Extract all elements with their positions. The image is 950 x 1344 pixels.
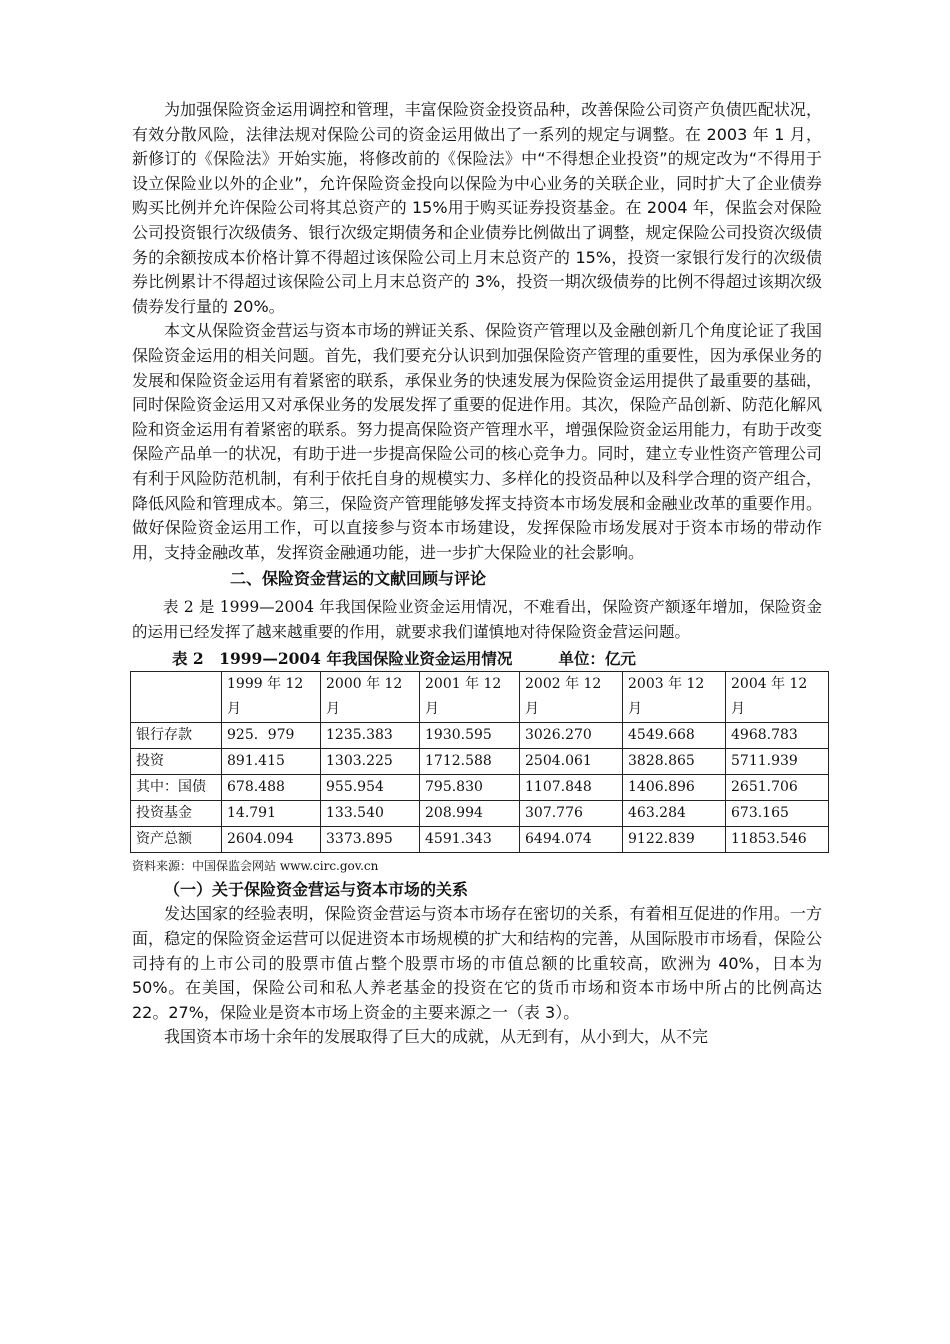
table-row <box>131 827 829 853</box>
paragraph-capital-market: 发达国家的经验表明，保险资金营运与资本市场存在密切的关系，有着相互促进的作用。一方面，稳定的保险资金运营可以促进资本市场规模的扩大和结构的完善，从国际股市市场看，保险公司持有的上市公司的股票市值占整个股票市场的市值总额的比重较高，欧洲为 40%，日本为 50%。在美国，保险公司和私人养老基金的投资在它的货币市场和资本市场中所占的比例高达 22。27%，保险业是资本市场上资金的主要来源之一（表 3）。 <box>132 904 822 1022</box>
section-heading: 二、保险资金营运的文献回顾与评论 <box>230 569 487 589</box>
header-cell: 2004 年 12 月 <box>726 672 829 723</box>
header-cell: 2000 年 12 月 <box>321 672 420 723</box>
table-cell: 1235.383 <box>321 723 420 749</box>
row-label: 其中：国债 <box>131 775 222 801</box>
table-cell: 11853.546 <box>726 827 829 853</box>
header-cell: 2002 年 12 月 <box>520 672 623 723</box>
table-cell: 3373.895 <box>321 827 420 853</box>
table-cell: 673.165 <box>726 801 829 827</box>
table-cell: 2604.094 <box>222 827 321 853</box>
row-label: 银行存款 <box>131 723 222 749</box>
row-label: 投资基金 <box>131 801 222 827</box>
table-cell: 925．979 <box>222 723 321 749</box>
table-cell: 795.830 <box>420 775 520 801</box>
table-cell: 3026.270 <box>520 723 623 749</box>
table-cell: 1107.848 <box>520 775 623 801</box>
table-cell: 1930.595 <box>420 723 520 749</box>
table-cell: 1712.588 <box>420 749 520 775</box>
table-row <box>131 801 829 827</box>
table-row <box>131 775 829 801</box>
table-unit: 单位：亿元 <box>558 649 636 669</box>
table-caption <box>132 648 822 670</box>
page-content <box>132 98 822 1050</box>
table-cell: 1406.896 <box>623 775 726 801</box>
table-cell: 678.488 <box>222 775 321 801</box>
table-cell: 3828.865 <box>623 749 726 775</box>
header-cell <box>131 672 222 723</box>
table-row <box>131 749 829 775</box>
table-cell: 955.954 <box>321 775 420 801</box>
row-label: 投资 <box>131 749 222 775</box>
table-title: 表 2 1999—2004 年我国保险业资金运用情况 <box>172 649 513 669</box>
subsection-heading: （一）关于保险资金营运与资本市场的关系 <box>164 880 469 900</box>
table-cell: 891.415 <box>222 749 321 775</box>
paragraph-overview: 本文从保险资金营运与资本市场的辨证关系、保险资产管理以及金融创新几个角度论证了我国保险资金运用的相关问题。首先，我们要充分认识到加强保险资产管理的重要性，因为承保业务的发展和保险资金运用有着紧密的联系，承保业务的快速发展为保险资金运用提供了最重要的基础，同时保险资金运用又对承保业务的发展发挥了重要的促进作用。其次，保险产品创新、防范化解风险和资金运用有着紧密的联系。努力提高保险资产管理水平，增强保险资金运用能力，有助于改变保险产品单一的状况，有助于进一步提高保险公司的核心竞争力。同时，建立专业性资产管理公司有利于风险防范机制，有利于依托自身的规模实力、多样化的投资品种以及科学合理的资产组合，降低风险和管理成本。第三，保险资产管理能够发挥支持资本市场发展和金融业改革的重要作用。做好保险资金运用工作，可以直接参与资本市场建设，发挥保险市场发展对于资本市场的带动作用，支持金融改革，发挥资金融通功能，进一步扩大保险业的社会影响。 <box>132 321 822 562</box>
table-cell: 6494.074 <box>520 827 623 853</box>
table-cell: 1303.225 <box>321 749 420 775</box>
table-cell: 2651.706 <box>726 775 829 801</box>
table-cell: 9122.839 <box>623 827 726 853</box>
table-cell: 5711.939 <box>726 749 829 775</box>
table-cell: 307.776 <box>520 801 623 827</box>
table-row <box>131 723 829 749</box>
header-cell: 2001 年 12 月 <box>420 672 520 723</box>
fund-usage-table <box>130 671 829 853</box>
table-source: 资料来源：中国保监会网站 www.circ.gov.cn <box>132 859 379 874</box>
table-cell: 133.540 <box>321 801 420 827</box>
header-cell: 2003 年 12 月 <box>623 672 726 723</box>
table-cell: 14.791 <box>222 801 321 827</box>
paragraph-domestic-market: 我国资本市场十余年的发展取得了巨大的成就，从无到有，从小到大，从不完 <box>164 1027 709 1047</box>
table-cell: 4549.668 <box>623 723 726 749</box>
table-cell: 208.994 <box>420 801 520 827</box>
table-cell: 2504.061 <box>520 749 623 775</box>
table-header-row <box>131 672 829 723</box>
paragraph-regulation: 为加强保险资金运用调控和管理，丰富保险资金投资品种，改善保险公司资产负债匹配状况，有效分散风险，法律法规对保险公司的资金运用做出了一系列的规定与调整。在 2003 年 1 月，新修订的《保险法》开始实施，将修改前的《保险法》中“不得想企业投资”的规定改为“不得用于设立保险业以外的企业”，允许保险资金投向以保险为中心业务的关联企业，同时扩大了企业债券购买比例并允许保险公司将其总资产的 15%用于购买证券投资基金。在 2004 年，保监会对保险公司投资银行次级债务、银行次级定期债务和企业债券比例做出了调整，规定保险公司投资次级债务的余额按成本价格计算不得超过该保险公司上月末总资产的 15%，投资一家银行发行的次级债券比例累计不得超过该保险公司上月末总资产的 3%，投资一期次级债券的比例不得超过该期次级债券发行量的 20%。 <box>132 100 822 316</box>
paragraph-table-intro: 表 2 是 1999—2004 年我国保险业资金运用情况，不难看出，保险资产额逐年增加，保险资金的运用已经发挥了越来越重要的作用，就要求我们谨慎地对待保险资金营运问题。 <box>132 598 822 641</box>
row-label: 资产总额 <box>131 827 222 853</box>
table-cell: 4968.783 <box>726 723 829 749</box>
table-cell: 463.284 <box>623 801 726 827</box>
header-cell: 1999 年 12 月 <box>222 672 321 723</box>
table-cell: 4591.343 <box>420 827 520 853</box>
